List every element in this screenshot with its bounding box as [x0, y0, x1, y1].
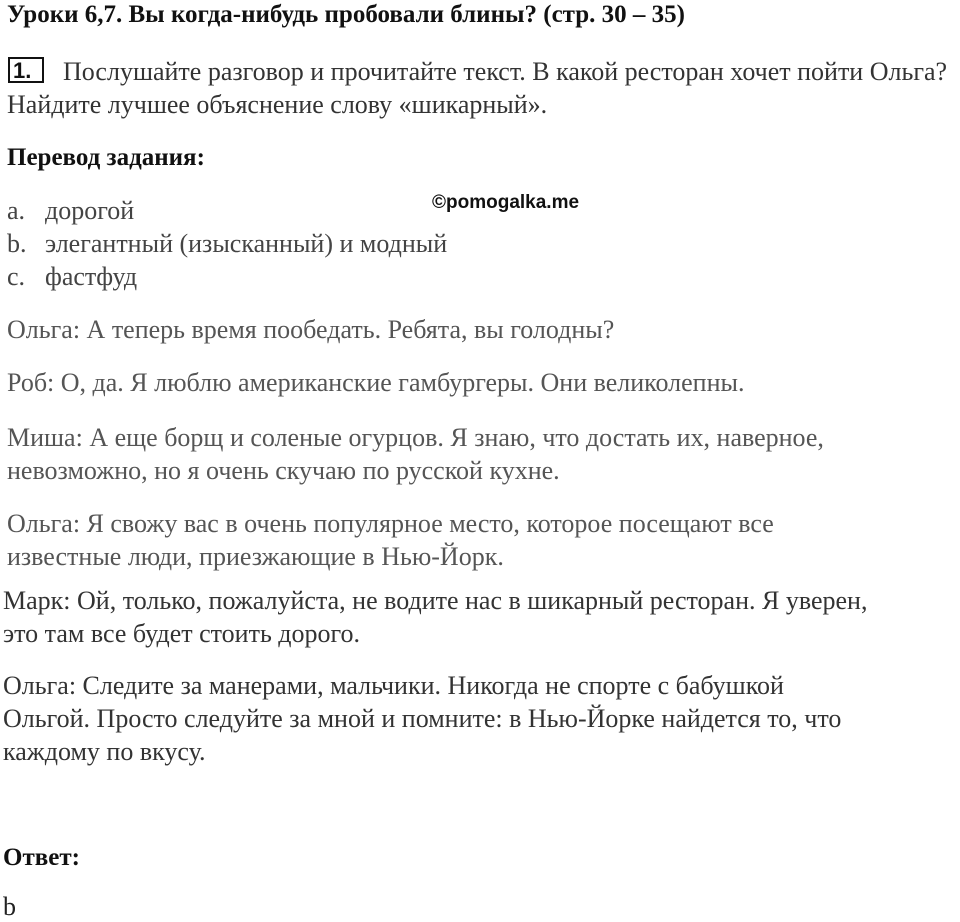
dialogue-text: Ольга: Я свожу вас в очень популярное место, которое посещают все: [7, 509, 774, 538]
dialogue-text: Ольгой. Просто следуйте за мной и помните: в Нью-Йорке найдется то, что: [3, 704, 842, 733]
option-c: [7, 260, 447, 293]
option-a: [7, 194, 447, 227]
options-list: [7, 194, 447, 293]
dialogue-line-olga-1: [7, 313, 614, 346]
dialogue-text: Марк: Ой, только, пожалуйста, не водите нас в шикарный ресторан. Я уверен,: [3, 586, 868, 615]
dialogue-text: Ольга: Следите за манерами, мальчики. Никогда не спорте с бабушкой: [3, 671, 784, 700]
answer-value: b: [3, 892, 16, 921]
option-letter: c.: [7, 262, 26, 291]
dialogue-text: Миша: А еще борщ и соленые огурцов. Я знаю, что достать их, наверное,: [7, 423, 824, 452]
dialogue-line-mark: [3, 584, 867, 650]
dialogue-text: Роб: О, да. Я люблю американские гамбургеры. Они великолепны.: [7, 368, 745, 397]
dialogue-line-olga-3: [3, 669, 841, 768]
dialogue-line-misha: [7, 421, 824, 487]
option-text: дорогой: [45, 196, 135, 225]
task-instruction: Послушайте разговор и прочитайте текст. В какой ресторан хочет пойти Ольга? Найдите лучшее объяснение слову «шикарный».: [7, 57, 948, 119]
translation-heading: Перевод задания:: [7, 144, 205, 171]
page-title: Уроки 6,7. Вы когда-нибудь пробовали блины? (стр. 30 – 35): [7, 1, 685, 28]
dialogue-text: каждому по вкусу.: [3, 737, 206, 766]
option-letter: a.: [7, 196, 26, 225]
watermark: ©pomogalka.me: [432, 192, 580, 213]
dialogue-text: известные люди, приезжающие в Нью-Йорк.: [7, 542, 504, 571]
dialogue-line-olga-2: [7, 507, 774, 573]
dialogue-text: это там все будет стоить дорого.: [3, 619, 361, 648]
task-number-badge: 1.: [8, 57, 44, 83]
option-letter: b.: [7, 229, 27, 258]
option-text: элегантный (изысканный) и модный: [45, 229, 448, 258]
option-b: [7, 227, 447, 260]
dialogue-line-rob: [7, 366, 744, 399]
dialogue-text: Ольга: А теперь время пообедать. Ребята, вы голодны?: [7, 315, 615, 344]
option-text: фастфуд: [45, 262, 138, 291]
dialogue-text: невозможно, но я очень скучаю по русской кухне.: [7, 456, 560, 485]
answer-heading: Ответ:: [3, 844, 80, 871]
